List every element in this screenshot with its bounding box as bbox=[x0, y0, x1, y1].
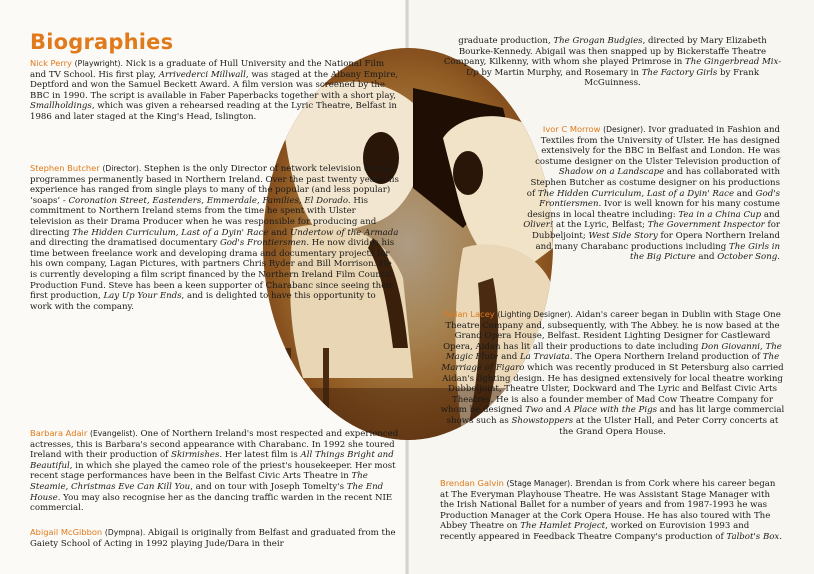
bio-name: Barbara Adair bbox=[30, 428, 88, 438]
bio-title-italic: Talbot's Box. bbox=[726, 531, 783, 542]
bio-role: (Director). bbox=[102, 164, 142, 173]
bio-title-italic: The Hidden Curriculum, Last of a Dyin' Race bbox=[72, 227, 269, 238]
bio-text-run: , was staged at the Albany Empire, Deptford and won the Samuel Beckett Award. A film version was screened by the BBC in 1990. The script is available in Faber Paperbacks together with a short play, bbox=[30, 69, 399, 101]
bio-name: Nick Perry bbox=[30, 58, 72, 68]
bio-title-italic: All Things Bright and Beautiful bbox=[30, 450, 394, 471]
bio-text-run: which was recently produced in St Petersburg also carried Aidan's lighting design. He has designed extensively for local theatre working Dubbeljoint, Theatre Ulster, Dockward and The Lyric and Belfast Civic Arts Theatres. He is also a founder member of Mad Cow Theatre Company for whom he designed bbox=[440, 362, 784, 416]
page-title: Biographies bbox=[30, 30, 174, 54]
bio-text-run: and bbox=[498, 352, 520, 363]
bio-text bbox=[441, 310, 785, 437]
bio-text-run: Aidan's career began in Dublin with Stage One Theatre Company and, subsequently, with The Abbey. he is now based at the Grand Opera House, Belfast. Resident Lighting Designer for Castleward Opera, Aidan has lit all their productions to date including bbox=[443, 310, 781, 352]
bio-title-italic: Arrivederci Millwall bbox=[158, 69, 246, 80]
bio-role: (Stage Manager). bbox=[506, 479, 573, 488]
bio-role: (Lighting Designer). bbox=[497, 310, 573, 319]
bio-title-italic: Skirmishes. bbox=[171, 450, 223, 461]
bio-text-run: and directing the dramatised documentary bbox=[30, 238, 220, 249]
bio-text-run: and bbox=[734, 188, 756, 199]
bio-text-run: at the Ulster Hall, and Peter Corry concerts at the Grand Opera House. bbox=[559, 415, 779, 437]
bio-text bbox=[30, 164, 399, 312]
bio-text-run: , and on tour with Joseph Tomelty's bbox=[190, 481, 347, 492]
bio-text-run: Brendan is from Cork where his career began at The Everyman Playhouse Theatre. He was Assistant Stage Manager with the Irish National Ballet for a number of years and from 1987-1993 he was Production Manager at the Cork Opera House. He has also toured with The Abbey Theatre on bbox=[440, 479, 776, 532]
bio-text-run: and has collaborated with Stephen Butcher as costume designer on his productions of bbox=[526, 167, 780, 199]
bio-text-run: graduate production, bbox=[458, 36, 554, 46]
bio-text-run: , in which she played the cameo role of the priest's housekeeper. Her most recent stage performances have been in the Belfast Civic Arts Theatre in bbox=[30, 460, 396, 482]
bio-text-run: His commitment to Northern Ireland stems from the time he spent with Ulster television as their Drama Producer when he was responsible for producing and directing bbox=[30, 195, 377, 238]
bio-text-run: , directed by Mary Elizabeth Bourke-Kennedy. Abigail was then snapped up by Bickerstaffe Theatre Company, Kilkenny, with whom she played Primrose in bbox=[443, 36, 767, 68]
bio-text-run: , and is delighted to have this opportunity to work with the company. bbox=[30, 291, 376, 312]
bio-text-run: and has lit large commercial shows such as bbox=[446, 405, 785, 426]
bio-role: (Designer). bbox=[603, 125, 646, 134]
bio-title-italic: God's Frontiersmen. bbox=[219, 238, 310, 249]
bio-text-run: and bbox=[761, 209, 780, 220]
bio-text-run: for Dubbeljoint; bbox=[532, 220, 780, 241]
bio-role: (Playwright). bbox=[74, 59, 123, 68]
bio-title-italic: The Factory Girls bbox=[641, 67, 718, 78]
bio-title-italic: The Hamlet Project bbox=[520, 521, 606, 532]
bio-title-italic: Showstoppers bbox=[511, 415, 574, 426]
bio-role: (Evangelist). bbox=[90, 429, 138, 438]
bio-title-italic: Two bbox=[525, 405, 544, 416]
bio-text-run: at the Lyric, Belfast; bbox=[553, 220, 648, 231]
bio-title-italic: The Grogan Budgies bbox=[553, 36, 643, 46]
bio-title-italic: Smallholdings bbox=[30, 101, 92, 112]
bio-title-italic: West Side Story bbox=[588, 230, 658, 241]
bio-name: Abigail McGibbon bbox=[30, 527, 103, 537]
bio-name: Aidan Lacey bbox=[444, 309, 495, 319]
bio-name: Brendan Galvin bbox=[440, 478, 504, 488]
bio-ivor-morrow bbox=[520, 124, 780, 263]
bio-stephen-butcher bbox=[30, 163, 400, 312]
bio-text-run: Nick is a graduate of Hull University and the National Film and TV School. His first play, bbox=[30, 59, 385, 80]
bio-text-run: , worked on Eurovision 1993 and recently appeared in Feedback Theatre Company's production of bbox=[440, 521, 750, 542]
bio-text-run: and bbox=[695, 252, 718, 263]
bio-title-italic: The Girls in the Big Picture bbox=[629, 241, 780, 263]
bio-aidan-lacey bbox=[440, 309, 785, 437]
bio-text-run: Ivor is well known for his many costume designs in local theatre including: bbox=[527, 199, 780, 220]
bio-title-italic: Undertow of the Armada bbox=[290, 227, 399, 238]
bio-text-run: Stephen is the only Director of network television drama programmes permanently based in Northern Ireland. Over the past twenty years his experience has ranged from single plays to many of the popular (and less popular) ‘soaps’ - bbox=[30, 164, 399, 206]
bio-text-run: by Martin Murphy, and Rosemary in bbox=[478, 67, 642, 78]
bio-text-run: for Opera Northern Ireland and many Charabanc productions including bbox=[535, 230, 780, 252]
bio-text-run: He now divides his time between freelance work and developing drama and documentary projects for his own company, Lagan Pictures, with partners Chris Ryder and Bill Morrison. He is currently developing a film script financed by the Northern Ireland Film Council Production Fund. Steve has been a keen supporter of Charabanc since seeing their first production, bbox=[30, 238, 395, 302]
bio-title-italic: October Song. bbox=[717, 252, 780, 263]
bio-text-run: The Opera Northern Ireland production of bbox=[572, 352, 763, 363]
bio-text-run: Her latest film is bbox=[222, 450, 301, 461]
bio-title-italic: La Traviata. bbox=[519, 352, 573, 363]
bio-abigail-mcgibbon bbox=[30, 527, 400, 549]
bio-text bbox=[30, 59, 398, 122]
bio-text bbox=[440, 479, 782, 542]
bio-abigail-mcgibbon-continued bbox=[440, 36, 785, 89]
bio-title-italic: The End House. bbox=[30, 481, 384, 503]
bio-role: (Dympna). bbox=[104, 528, 146, 537]
bio-title-italic: The Government Inspector bbox=[647, 220, 765, 231]
bio-title-italic: The Gingerbread Mix-Up bbox=[465, 57, 782, 78]
bio-text bbox=[444, 36, 781, 88]
bio-title-italic: The Marriage of Figaro bbox=[441, 352, 780, 373]
bio-text-run: Abigail is originally from Belfast and graduated from the Gaiety School of Acting in 1992 playing Jude/Dara in their bbox=[30, 528, 396, 549]
bio-title-italic: Don Giovanni, The Magic Flute bbox=[445, 341, 782, 363]
bio-title-italic: Coronation Street, Eastenders, Emmerdale, Families, El Dorado. bbox=[68, 195, 351, 206]
bio-title-italic: Lay Up Your Ends bbox=[103, 291, 182, 302]
bio-text-run: Ivor graduated in Fashion and Textiles from the University of Ulster. He has designed extensively for the BBC in Belfast and London. He was costume designer on the Ulster Television production of bbox=[535, 125, 780, 167]
bio-text-run: by Frank McGuinness. bbox=[584, 67, 760, 89]
bio-text-run: , which was given a rehearsed reading at the Lyric Theatre, Belfast in 1986 and later staged at the King's Head, Islington. bbox=[30, 101, 397, 122]
bio-title-italic: Shadow on a Landscape bbox=[558, 167, 665, 178]
bio-title-italic: God's Frontiersmen. bbox=[539, 188, 780, 210]
bio-text-run: One of Northern Ireland's most respected and experienced actresses, this is Barbara's second appearance with Charabanc. In 1992 she toured Ireland with their production of bbox=[30, 429, 399, 461]
bio-barbara-adair bbox=[30, 428, 400, 514]
bio-text bbox=[30, 429, 398, 513]
bio-text-run: You may also recognise her as the dancing traffic warden in the recent NIE commercial. bbox=[30, 492, 393, 514]
bio-nick-perry bbox=[30, 58, 400, 123]
bio-text bbox=[523, 125, 780, 262]
bio-title-italic: Oliver! bbox=[523, 220, 554, 231]
bio-title-italic: The Steamie, Christmas Eve Can Kill You bbox=[30, 471, 368, 492]
bio-name: Stephen Butcher bbox=[30, 163, 100, 173]
bio-text-run: and bbox=[268, 227, 291, 238]
bio-title-italic: Tea in a China Cup bbox=[678, 209, 762, 220]
bio-title-italic: A Place with the Pigs bbox=[564, 405, 657, 416]
bio-text-run: and bbox=[543, 405, 565, 416]
bio-name: Ivor C Morrow bbox=[542, 124, 601, 134]
bio-brendan-galvin bbox=[440, 478, 785, 543]
bio-title-italic: The Hidden Curriculum, Last of a Dyin' Race bbox=[537, 188, 735, 199]
